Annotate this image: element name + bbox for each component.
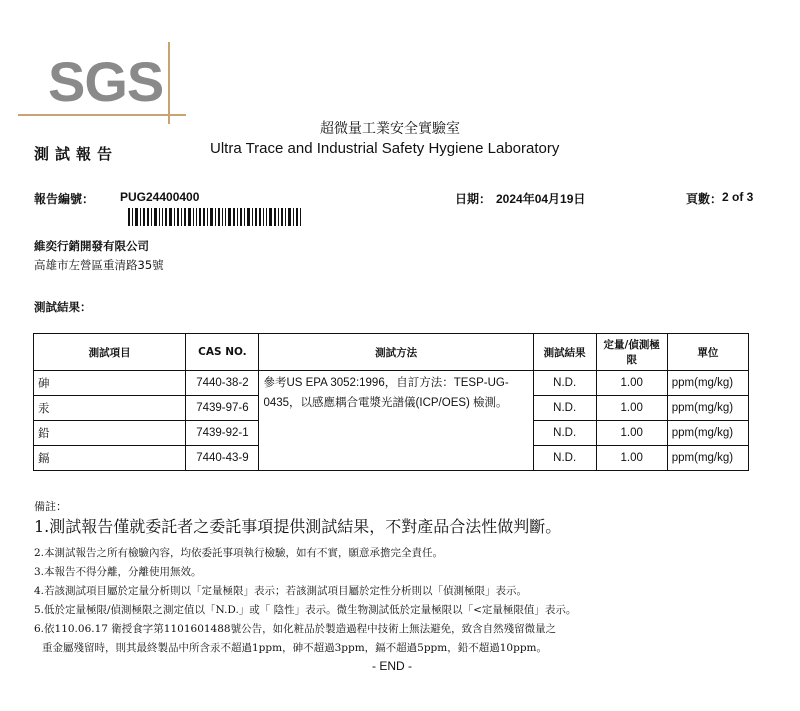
cas-cell: 7440-43-9 (186, 446, 259, 471)
sgs-logo (18, 42, 198, 124)
cas-cell: 7439-92-1 (186, 421, 259, 446)
unit-cell: ppm(mg/kg) (667, 446, 748, 471)
note-4: 4.若該測試項目屬於定量分析則以「定量極限」表示；若該測試項目屬於定性分析則以「偵測極限」表示。 (34, 585, 528, 597)
note-3: 3.本報告不得分離，分離使用無效。 (34, 566, 202, 578)
page-label: 頁數： (686, 192, 723, 206)
logo-horizontal-line (18, 114, 186, 116)
page-number: 2 of 3 (722, 190, 754, 204)
barcode (128, 208, 338, 226)
results-label: 測試結果： (34, 300, 92, 314)
note-1: 1.測試報告僅就委託者之委託事項提供測試結果，不對產品合法性做判斷。 (34, 517, 562, 536)
header-unit: 單位 (667, 334, 748, 371)
header-limit: 定量/偵測極限 (596, 334, 667, 371)
doc-title: 測試報告 (34, 145, 119, 163)
report-date: 2024年04月19日 (496, 192, 586, 206)
logo-text: SGS (48, 50, 164, 113)
logo-vertical-line (168, 42, 170, 124)
notes-label: 備註： (34, 500, 67, 513)
unit-cell: ppm(mg/kg) (667, 421, 748, 446)
header-cas: CAS NO. (186, 334, 259, 371)
item-cell: 汞 (34, 396, 186, 421)
item-cell: 鎘 (34, 446, 186, 471)
header-result: 測試結果 (533, 334, 596, 371)
header-method: 測試方法 (259, 334, 533, 371)
report-no: PUG24400400 (120, 190, 200, 204)
result-cell: N.D. (533, 421, 596, 446)
cas-cell: 7440-38-2 (186, 371, 259, 396)
method-cell: 參考US EPA 3052:1996，自訂方法：TESP-UG-0435，以感應耦合電漿光譜儀(ICP/OES) 檢測。 (259, 371, 533, 471)
cas-cell: 7439-97-6 (186, 396, 259, 421)
end-mark: - END - (372, 659, 412, 673)
unit-cell: ppm(mg/kg) (667, 371, 748, 396)
limit-cell: 1.00 (596, 446, 667, 471)
table-row (34, 371, 749, 396)
report-no-label: 報告編號： (34, 192, 95, 206)
unit-cell: ppm(mg/kg) (667, 396, 748, 421)
header-item: 測試項目 (34, 334, 186, 371)
lab-name-en: Ultra Trace and Industrial Safety Hygiene Laboratory (210, 140, 560, 157)
client-address: 高雄市左營區重清路35號 (34, 258, 164, 272)
limit-cell: 1.00 (596, 371, 667, 396)
note-2: 2.本測試報告之所有檢驗內容，均依委託事項執行檢驗，如有不實，願意承擔完全責任。 (34, 547, 444, 559)
limit-cell: 1.00 (596, 396, 667, 421)
result-cell: N.D. (533, 371, 596, 396)
results-table (33, 333, 749, 471)
lab-name-cn: 超微量工業安全實驗室 (320, 121, 460, 137)
note-6: 6.依110.06.17 衛授食字第1101601488號公告，如化粧品於製造過程中技術上無法避免，致含自然殘留微量之 (34, 623, 557, 635)
limit-cell: 1.00 (596, 421, 667, 446)
date-label: 日期： (455, 192, 492, 206)
item-cell: 鉛 (34, 421, 186, 446)
result-cell: N.D. (533, 396, 596, 421)
item-cell: 砷 (34, 371, 186, 396)
client-company: 維奕行銷開發有限公司 (34, 239, 149, 253)
result-cell: N.D. (533, 446, 596, 471)
note-6-continued: 重金屬殘留時，則其最終製品中所含汞不超過1ppm，砷不超過3ppm，鎘不超過5ppm，鉛不超過10ppm。 (42, 642, 547, 654)
table-header-row (34, 334, 749, 371)
note-5: 5.低於定量極限/偵測極限之測定值以「N.D.」或「 陰性」表示。微生物測試低於定量極限以「<定量極限值」表示。 (34, 604, 577, 616)
